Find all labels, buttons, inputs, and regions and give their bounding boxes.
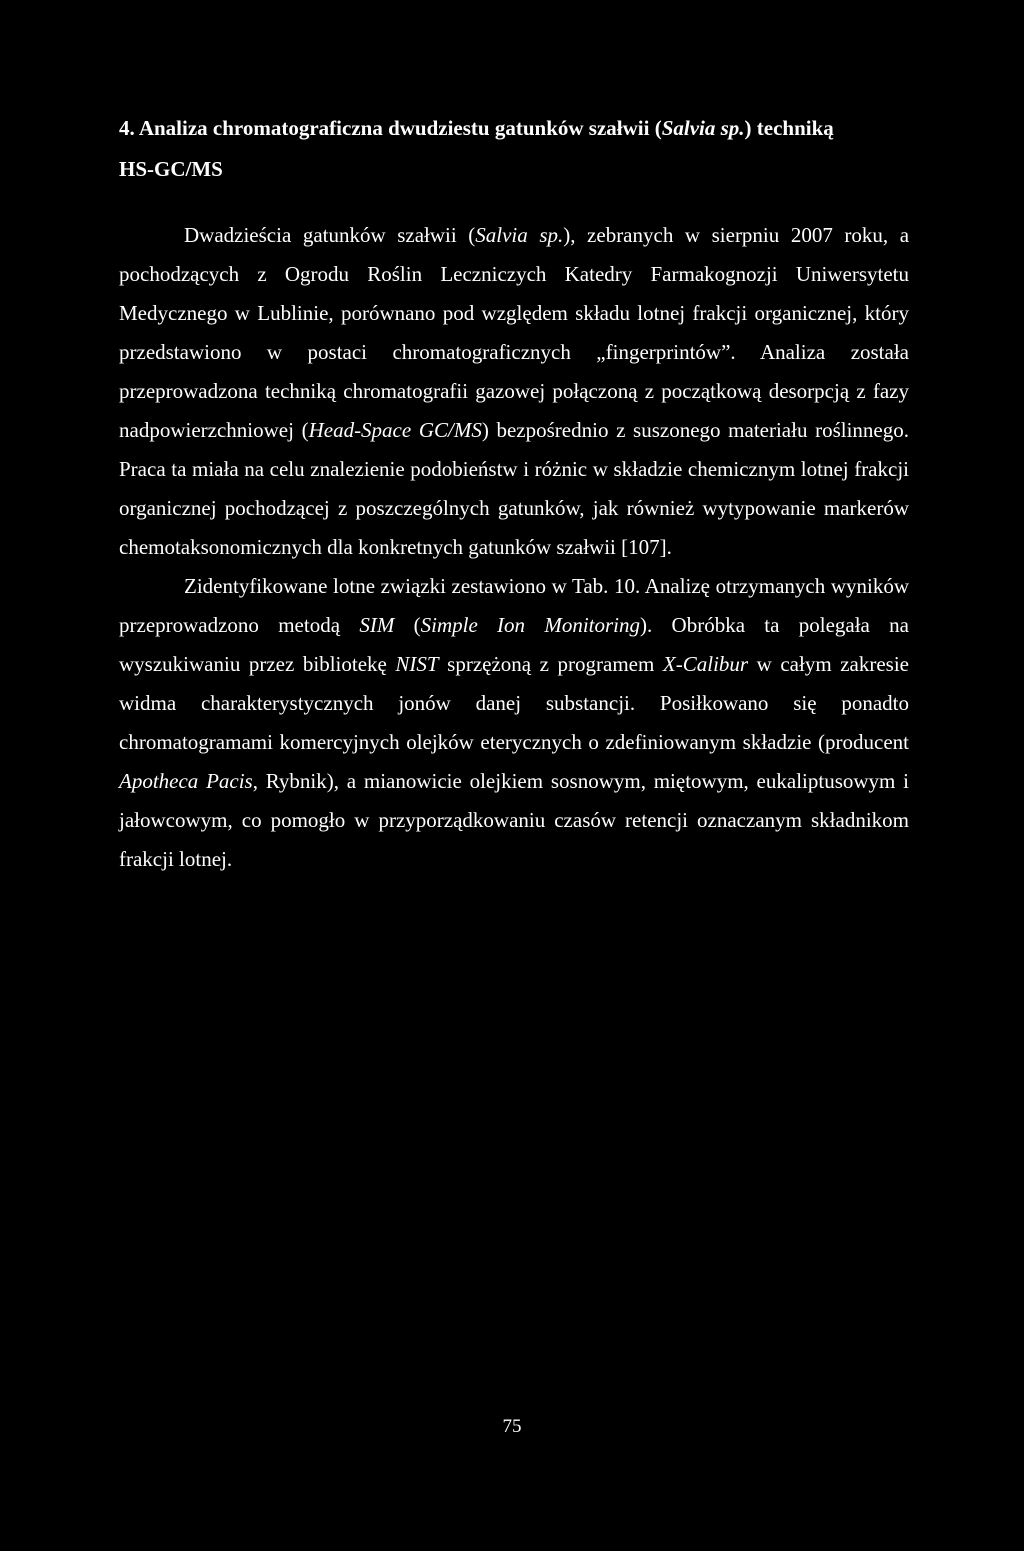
paragraph-segment-italic: Salvia sp. (475, 223, 564, 247)
paragraph-2 (119, 567, 909, 879)
section-heading (119, 108, 919, 190)
paragraph-segment-italic: NIST (395, 652, 439, 676)
paragraph-segment: ), zebranych w sierpniu 2007 roku, a pochodzących z Ogrodu Roślin Leczniczych Katedry Farmakognozji Uniwersytetu Medycznego w Lublinie, porównano pod względem składu lotnej frakcji organicznej, który przedstawiono w postaci chromatograficznych „fingerprintów”. Analiza została przeprowadzona techniką chromatografii gazowej połączoną z początkową desorpcją z fazy nadpowierzchniowej ( (119, 223, 910, 442)
page-number: 75 (502, 1416, 522, 1437)
paragraph-segment-italic: Simple Ion Monitoring (420, 613, 640, 637)
heading-suffix: ) techniką (744, 116, 834, 140)
heading-line-2: HS-GC/MS (119, 157, 223, 181)
paragraph-segment-italic: X-Calibur (662, 652, 749, 676)
paragraph-segment-italic: Apotheca Pacis (119, 769, 253, 793)
paragraph-segment: ). Obróbka ta polegała na wyszukiwaniu przez bibliotekę (119, 613, 909, 676)
heading-line-1 (119, 108, 919, 149)
heading-italic-species: Salvia sp. (661, 116, 745, 140)
paragraph-segment: ( (394, 613, 421, 637)
paragraph-segment: Zidentyfikowane lotne związki zestawiono w Tab. 10. Analizę otrzymanych wyników przeprowadzono metodą (119, 574, 909, 637)
paragraph-segment: w całym zakresie widma charakterystycznych jonów danej substancji. Posiłkowano się ponadto chromatogramami komercyjnych olejków eterycznych o zdefiniowanym składzie (producent (119, 652, 910, 754)
paragraph-segment-italic: SIM (359, 613, 395, 637)
paragraph-segment: sprzężoną z programem (438, 652, 663, 676)
paragraph-1 (119, 216, 909, 567)
paragraph-segment: Dwadzieścia gatunków szałwii ( (184, 223, 476, 247)
heading-prefix: 4. Analiza chromatograficzna dwudziestu gatunków szałwii ( (119, 116, 662, 140)
paragraph-segment-italic: Head-Space GC/MS (308, 418, 482, 442)
body-text (119, 216, 909, 879)
paragraph-segment: , Rybnik), a mianowicie olejkiem sosnowym, miętowym, eukaliptusowym i jałowcowym, co pomogło w przyporządkowaniu czasów retencji oznaczanym składnikom frakcji lotnej. (119, 769, 909, 871)
paragraph-segment: ) bezpośrednio z suszonego materiału roślinnego. Praca ta miała na celu znalezienie podobieństw i różnic w składzie chemicznym lotnej frakcji organicznej pochodzącej z poszczególnych gatunków, jak również wytypowanie markerów chemotaksonomicznych dla konkretnych gatunków szałwii [107]. (119, 418, 909, 559)
